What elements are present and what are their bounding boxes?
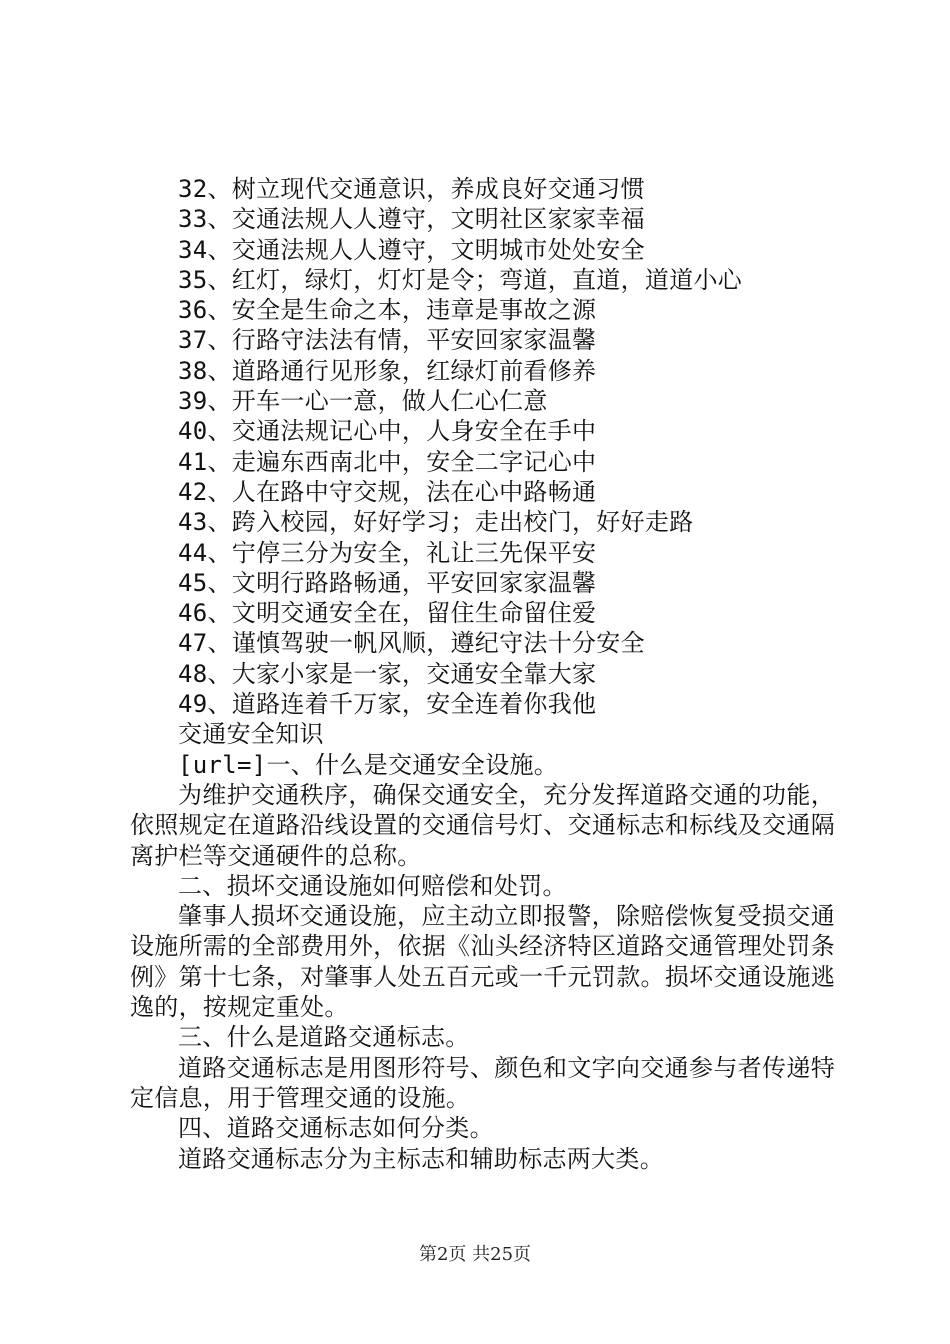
slogan-line: 48、大家小家是一家，交通安全靠大家 [178, 659, 597, 688]
slogan-line: 38、道路通行见形象，红绿灯前看修养 [178, 356, 597, 385]
answer-paragraph: 肇事人损坏交通设施，应主动立即报警，除赔偿恢复受损交通设施所需的全部费用外，依据《汕头经济特区道路交通管理处罚条例》第十七条，对肇事人处五百元或一千元罚款。损坏交通设施逃逸的，按规定重处。 [130, 902, 835, 1022]
answer-paragraph: 道路交通标志分为主标志和辅助标志两大类。 [178, 1144, 664, 1173]
question-heading: 三、什么是道路交通标志。 [178, 1023, 470, 1052]
slogan-line: 36、安全是生命之本，违章是事故之源 [178, 296, 597, 325]
slogan-line: 43、跨入校园，好好学习；走出校门，好好走路 [178, 508, 694, 537]
slogan-line: 32、树立现代交通意识，养成良好交通习惯 [178, 175, 645, 203]
slogan-line: 44、宁停三分为安全，礼让三先保平安 [178, 538, 597, 567]
slogan-line: 33、交通法规人人遵守，文明社区家家幸福 [178, 205, 645, 234]
slogan-line: 49、道路连着千万家，安全连着你我他 [178, 690, 597, 719]
question-heading: 二、损坏交通设施如何赔偿和处罚。 [178, 871, 567, 900]
page-number-footer: 第2页 共25页 [418, 1244, 532, 1265]
answer-paragraph: 为维护交通秩序，确保交通安全，充分发挥道路交通的功能，依照规定在道路沿线设置的交通信号灯、交通标志和标线及交通隔离护栏等交通硬件的总称。 [130, 780, 835, 870]
slogan-line: 41、走遍东西南北中，安全二字记心中 [178, 447, 597, 476]
slogan-line: 37、行路守法法有情，平安回家家温馨 [178, 326, 597, 355]
question-heading: 四、道路交通标志如何分类。 [178, 1114, 494, 1143]
slogan-line: 47、谨慎驾驶一帆风顺，遵纪守法十分安全 [178, 629, 645, 658]
section-title: 交通安全知识 [178, 720, 324, 749]
slogan-line: 35、红灯，绿灯，灯灯是令；弯道，直道，道道小心 [178, 265, 743, 294]
document-body [130, 174, 835, 1174]
slogan-line: 34、交通法规人人遵守，文明城市处处安全 [178, 235, 645, 264]
slogan-line: 42、人在路中守交规，法在心中路畅通 [178, 477, 597, 506]
slogan-line: 46、文明交通安全在，留住生命留住爱 [178, 599, 597, 628]
slogan-line: 45、文明行路路畅通，平安回家家温馨 [178, 568, 597, 597]
slogan-line: 39、开车一心一意，做人仁心仁意 [178, 387, 548, 416]
question-heading: [url=]一、什么是交通安全设施。 [178, 750, 559, 779]
slogan-line: 40、交通法规记心中，人身安全在手中 [178, 417, 597, 446]
answer-paragraph: 道路交通标志是用图形符号、颜色和文字向交通参与者传递特定信息，用于管理交通的设施。 [130, 1053, 835, 1112]
